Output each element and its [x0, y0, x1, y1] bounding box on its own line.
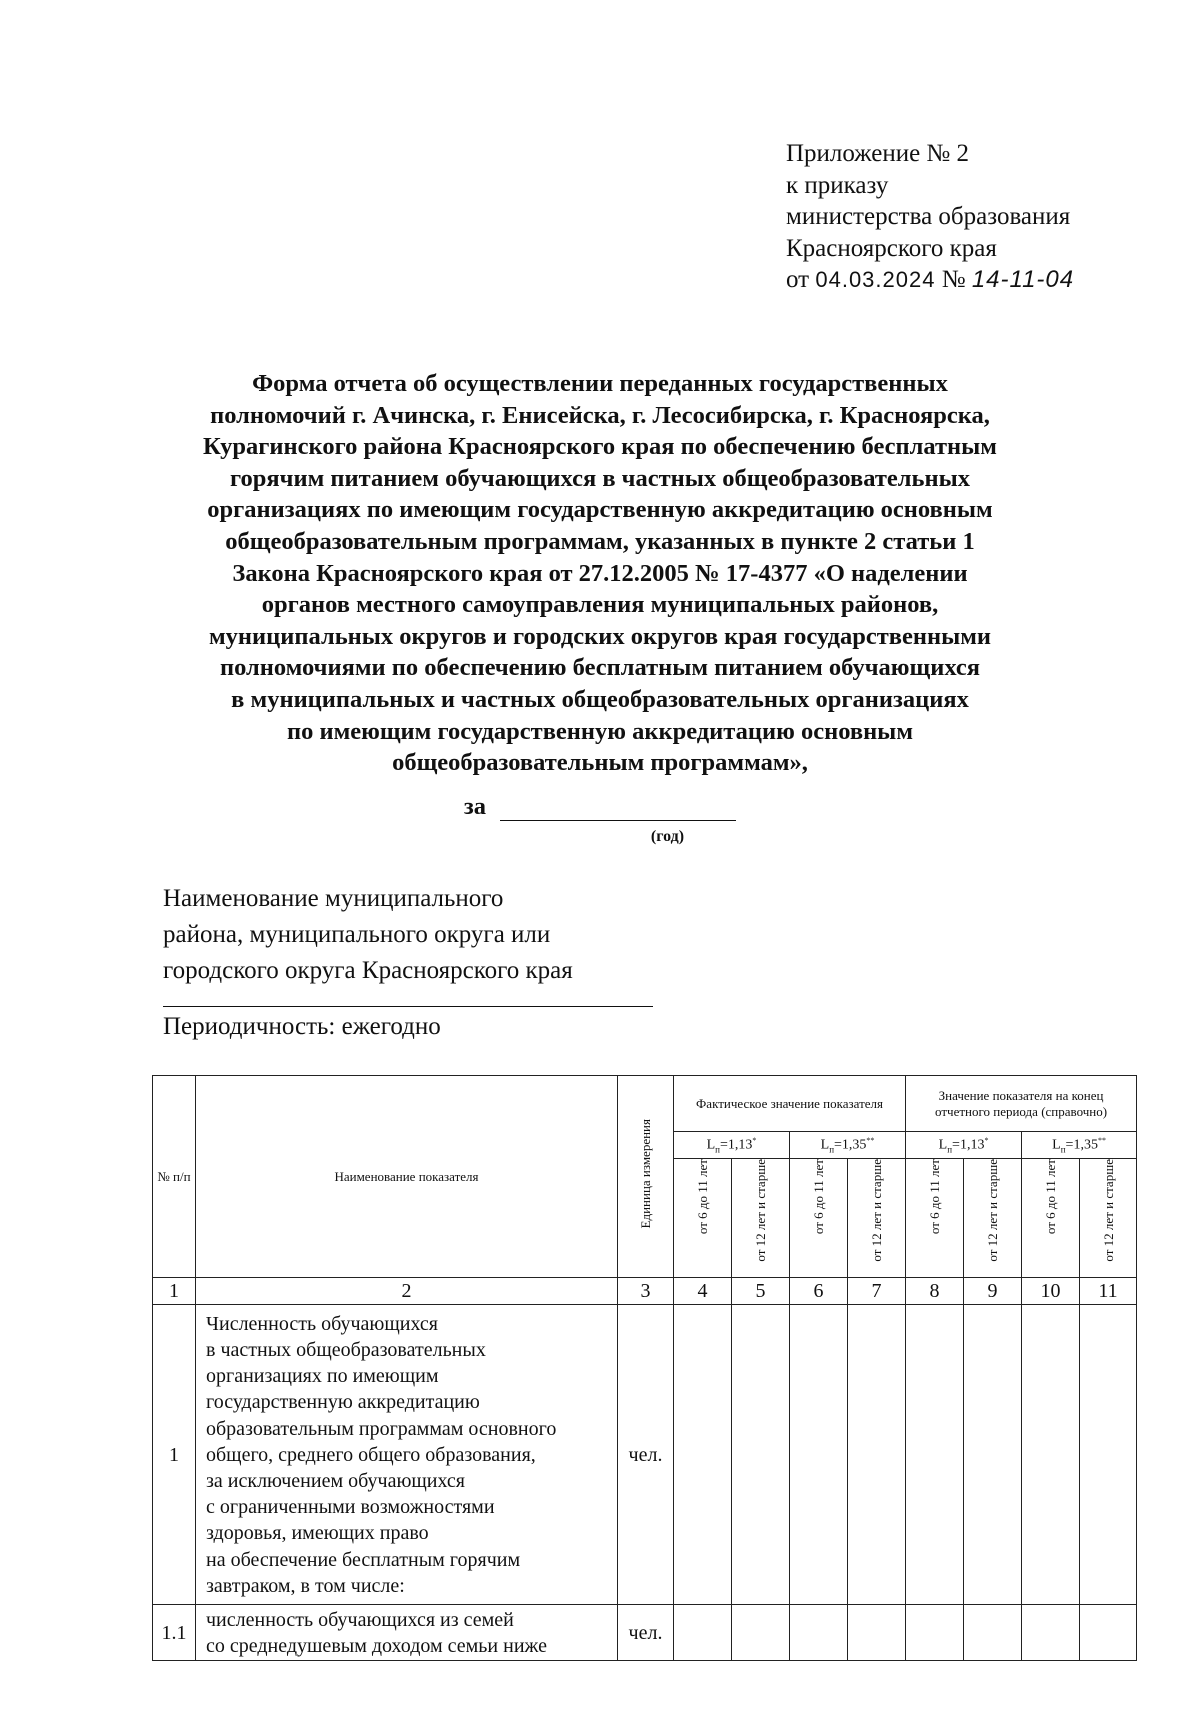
value-cell[interactable]	[732, 1305, 790, 1605]
title-line: полномочий г. Ачинска, г. Енисейска, г. Лесосибирска, г. Красноярска,	[210, 401, 990, 429]
row-index: 1.1	[153, 1605, 196, 1661]
header-unit-text: Единица измерения	[638, 1119, 653, 1229]
municipality-line: Наименование муниципального	[163, 885, 504, 912]
title-line: по имеющим государственную аккредитацию основным	[286, 717, 914, 745]
value-cell[interactable]	[964, 1605, 1022, 1661]
header-coef-4: $L_п=1,35^{**}$	[1022, 1132, 1137, 1159]
header-coef-1: $L_п=1,13^*$	[674, 1132, 790, 1159]
table-row	[153, 1605, 1137, 1661]
title-line: организациях по имеющим государственную аккредитацию основным	[207, 496, 993, 524]
value-cell[interactable]	[674, 1605, 732, 1661]
header-age-col10: от 6 до 11 лет	[1022, 1159, 1080, 1278]
value-cell[interactable]	[1022, 1305, 1080, 1605]
col-number: 6	[790, 1278, 848, 1305]
row-unit: чел.	[618, 1605, 674, 1661]
date-prefix: от	[786, 266, 810, 293]
header-unit	[618, 1076, 674, 1278]
col-number: 2	[196, 1278, 618, 1305]
title-line: общеобразовательным программам, указанных в пункте 2 статьи 1	[225, 527, 975, 555]
header-coef-3: $L_п=1,13^*$	[906, 1132, 1022, 1159]
title-line: муниципальных округов и городских округов края государственными	[208, 622, 992, 650]
appendix-block	[786, 138, 1074, 296]
report-table	[152, 1075, 1137, 1661]
title-line: Форма отчета об осуществлении переданных государственных	[252, 370, 948, 397]
header-age-col4: от 6 до 11 лет	[674, 1159, 732, 1278]
header-coef-2: $L_п=1,35^{**}$	[790, 1132, 906, 1159]
document-title	[100, 368, 1100, 779]
col-number: 11	[1080, 1278, 1137, 1305]
header-age-col9: от 12 лет и старше	[964, 1159, 1022, 1278]
value-cell[interactable]	[674, 1305, 732, 1605]
header-age-col11: от 12 лет и старше	[1080, 1159, 1137, 1278]
municipality-blank-field[interactable]	[163, 1006, 653, 1007]
year-blank-field[interactable]	[500, 794, 736, 821]
row-index: 1	[153, 1305, 196, 1605]
title-line: органов местного самоуправления муниципальных районов,	[261, 591, 939, 619]
value-cell[interactable]	[732, 1605, 790, 1661]
table-row	[153, 1305, 1137, 1605]
header-actual: Фактическое значение показателя	[674, 1076, 906, 1132]
appendix-date-line	[786, 264, 1074, 296]
row-label: Численность обучающихся в частных общеобразовательных организациях по имеющим государственную аккредитацию образовательным программам основного общего, среднего общего образования, за исключением обучающихся с ограниченными возможностями здоровья, имеющих право на обеспечение бесплатным горячим завтраком, в том числе:	[196, 1305, 618, 1605]
value-cell[interactable]	[790, 1305, 848, 1605]
value-cell[interactable]	[906, 1305, 964, 1605]
municipality-line: городского округа Красноярского края	[163, 957, 573, 984]
value-cell[interactable]	[906, 1605, 964, 1661]
header-age-col7: от 12 лет и старше	[848, 1159, 906, 1278]
value-cell[interactable]	[1080, 1305, 1137, 1605]
value-cell[interactable]	[964, 1305, 1022, 1605]
title-line: горячим питанием обучающихся в частных общеобразовательных	[229, 464, 970, 492]
col-number: 3	[618, 1278, 674, 1305]
periodicity: Периодичность: ежегодно	[163, 1013, 441, 1040]
header-age-col8: от 6 до 11 лет	[906, 1159, 964, 1278]
title-line: Курагинского района Красноярского края по обеспечению бесплатным	[203, 433, 997, 461]
municipality-label	[163, 881, 573, 989]
title-line: Закона Красноярского края от 27.12.2005 № 17-4377 «О наделении	[232, 559, 968, 587]
header-num: № п/п	[153, 1076, 196, 1278]
col-number: 4	[674, 1278, 732, 1305]
title-line: в муниципальных и частных общеобразовательных организациях	[231, 685, 969, 713]
row-unit: чел.	[618, 1305, 674, 1605]
value-cell[interactable]	[790, 1605, 848, 1661]
col-number: 1	[153, 1278, 196, 1305]
col-number: 8	[906, 1278, 964, 1305]
year-prefix: за	[463, 793, 486, 820]
header-period-end: Значение показателя на конец отчетного периода (справочно)	[906, 1076, 1137, 1132]
col-number: 7	[848, 1278, 906, 1305]
value-cell[interactable]	[1080, 1605, 1137, 1661]
appendix-region: Красноярского края	[786, 234, 997, 262]
col-number: 9	[964, 1278, 1022, 1305]
col-number: 5	[732, 1278, 790, 1305]
header-age-col6: от 6 до 11 лет	[790, 1159, 848, 1278]
year-caption: (год)	[650, 828, 685, 845]
row-label: численность обучающихся из семей со среднедушевым доходом семьи ниже	[196, 1605, 618, 1661]
order-number: 14-11-04	[971, 266, 1075, 293]
value-cell[interactable]	[1022, 1605, 1080, 1661]
value-cell[interactable]	[848, 1605, 906, 1661]
header-indicator: Наименование показателя	[196, 1076, 618, 1278]
order-date: 04.03.2024	[815, 267, 936, 292]
header-age-col5: от 12 лет и старше	[732, 1159, 790, 1278]
title-line: полномочиями по обеспечению бесплатным питанием обучающихся	[219, 654, 980, 682]
appendix-title: Приложение № 2	[786, 140, 970, 167]
col-number: 10	[1022, 1278, 1080, 1305]
column-numbers-row	[153, 1278, 1137, 1305]
municipality-line: района, муниципального округа или	[163, 921, 551, 948]
appendix-ref: к приказу	[786, 171, 889, 199]
title-line: общеобразовательным программам»,	[392, 749, 808, 777]
value-cell[interactable]	[848, 1305, 906, 1605]
year-line	[100, 793, 1100, 821]
appendix-ministry: министерства образования	[786, 203, 1071, 230]
number-prefix: №	[941, 266, 966, 293]
